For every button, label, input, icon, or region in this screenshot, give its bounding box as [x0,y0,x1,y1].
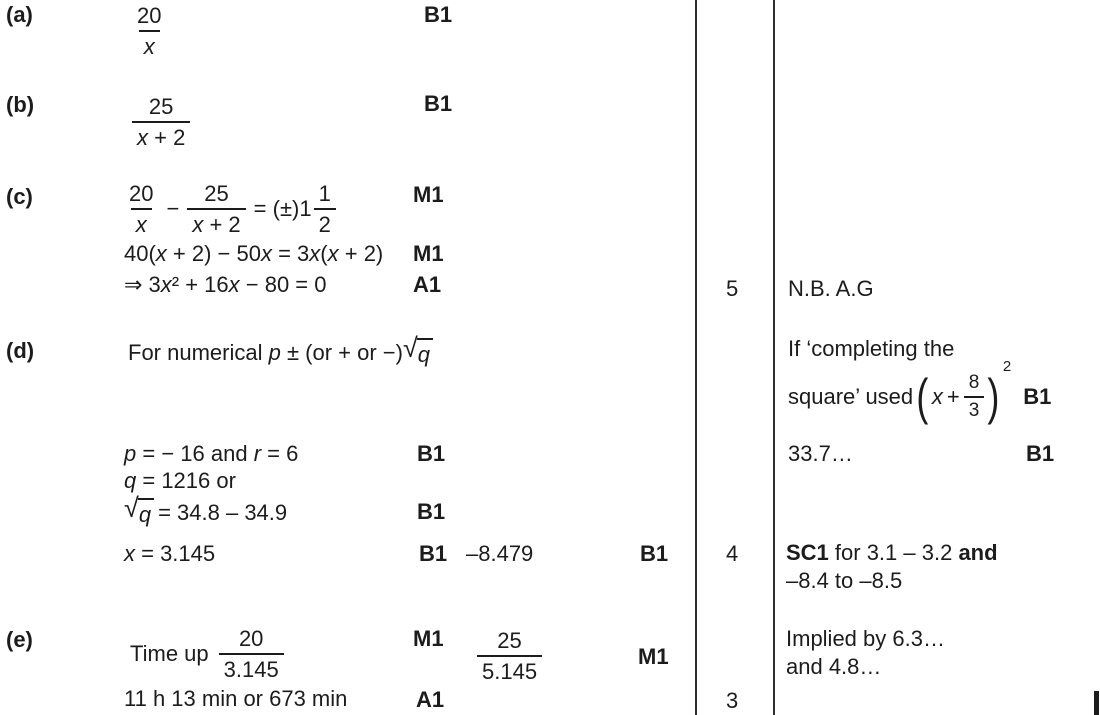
square-root [124,493,154,528]
part-d-second-root-mark: B1 [640,541,669,566]
fraction-numerator: 20 [137,3,162,28]
fraction [219,626,284,682]
part-e-answer-line: 11 h 13 min or 673 min [124,686,348,711]
part-d-label: (d) [6,338,35,363]
total-marks-e: 3 [726,688,739,713]
part-e-label: (e) [6,627,33,652]
radicand: q [417,338,433,368]
value-range: = 34.8 – 34.9 [158,500,288,525]
equals-plus-minus: = (±)1 [253,195,312,221]
fraction-numerator: 20 [238,625,264,651]
note-d-completing-line2 [788,358,1052,428]
note-d-sc1-line2: –8.4 to –8.5 [786,568,903,593]
radicand: q [138,498,154,528]
part-b-answer-fraction [132,94,190,150]
total-marks-d: 4 [726,541,739,566]
fraction-denominator: 3 [964,396,985,422]
page-edge-mark [1094,691,1099,715]
fraction-numerator: 25 [497,628,522,653]
note-c-ag: N.B. A.G [788,276,874,301]
note-e-implied-line1: Implied by 6.3… [786,626,945,651]
table-rule-left [695,0,697,715]
part-e-mark2: M1 [638,644,669,669]
fraction-denominator: 3.145 [219,653,284,682]
part-d-line-p: p = − 16 and r = 6 [124,441,299,466]
part-c-line2-mark: M1 [413,241,444,266]
part-e-down-fraction [477,628,542,684]
part-d-line-x-mark: B1 [419,541,448,566]
fraction-numerator: 20 [129,181,154,206]
part-e-time-expression [130,626,284,682]
fraction-numerator: 1 [318,181,331,206]
note-d-sc1-line1: SC1 for 3.1 – 3.2 and [786,540,998,565]
part-b-mark: B1 [424,91,453,116]
fraction [124,181,158,237]
variable-x: x [931,383,943,409]
part-c-equation-line3: ⇒ 3x² + 16x − 80 = 0 [124,272,327,297]
fraction [314,181,336,237]
fraction-denominator: 2 [314,208,336,237]
part-e-answer-mark: A1 [416,687,445,712]
note-d-value-mark: B1 [1026,441,1055,466]
close-paren: ) [987,369,1000,425]
part-d-second-root-value: –8.479 [466,541,534,566]
fraction [964,372,985,422]
part-a-answer-fraction [132,3,166,59]
part-d-line-q: q = 1216 or [124,468,236,493]
fraction-numerator: 8 [968,372,980,394]
note-d-value: 33.7… [788,441,853,466]
note-text: square’ used [788,383,914,409]
total-marks-c: 5 [726,276,739,301]
plus-operator: + [946,383,960,409]
fraction-denominator: x + 2 [132,121,190,150]
fraction-numerator: 25 [148,94,174,119]
fraction-denominator: x + 2 [187,208,245,237]
radical-icon: √ [402,333,418,363]
time-up-text: Time up [130,640,209,666]
fraction-denominator: x [131,208,152,237]
open-paren: ( [916,369,929,425]
part-d-line-p-mark: B1 [417,441,446,466]
fraction-numerator: 25 [204,181,229,206]
mixed-number [254,181,336,237]
note-d-completing-mark: B1 [1023,383,1052,409]
note-d-completing-line1: If ‘completing the [788,336,955,361]
table-rule-right [773,0,775,715]
exponent: 2 [1002,358,1012,375]
part-c-line1-mark: M1 [413,182,444,207]
part-e-mark1: M1 [413,626,444,651]
part-a-label: (a) [6,2,33,27]
minus-operator: − [166,195,180,221]
part-c-equation-line2: 40(x + 2) − 50x = 3x(x + 2) [124,241,384,266]
note-e-implied-line2: and 4.8… [786,654,882,679]
fraction-denominator: 5.145 [477,655,542,684]
part-c-label: (c) [6,184,33,209]
part-c-line3-mark: A1 [413,272,442,297]
heading-text: For numerical p ± (or + or −) [128,340,403,365]
part-d-line-x: x = 3.145 [124,541,216,566]
radical-icon: √ [124,493,139,523]
part-a-mark: B1 [424,2,453,27]
fraction-denominator: x [139,30,160,59]
part-c-equation-line1 [124,181,336,237]
part-b-label: (b) [6,92,35,117]
part-d-line-sqrtq-mark: B1 [417,499,446,524]
part-d-line-sqrtq [124,493,288,528]
square-root [402,333,433,368]
part-d-heading [128,333,433,368]
fraction [187,181,245,237]
